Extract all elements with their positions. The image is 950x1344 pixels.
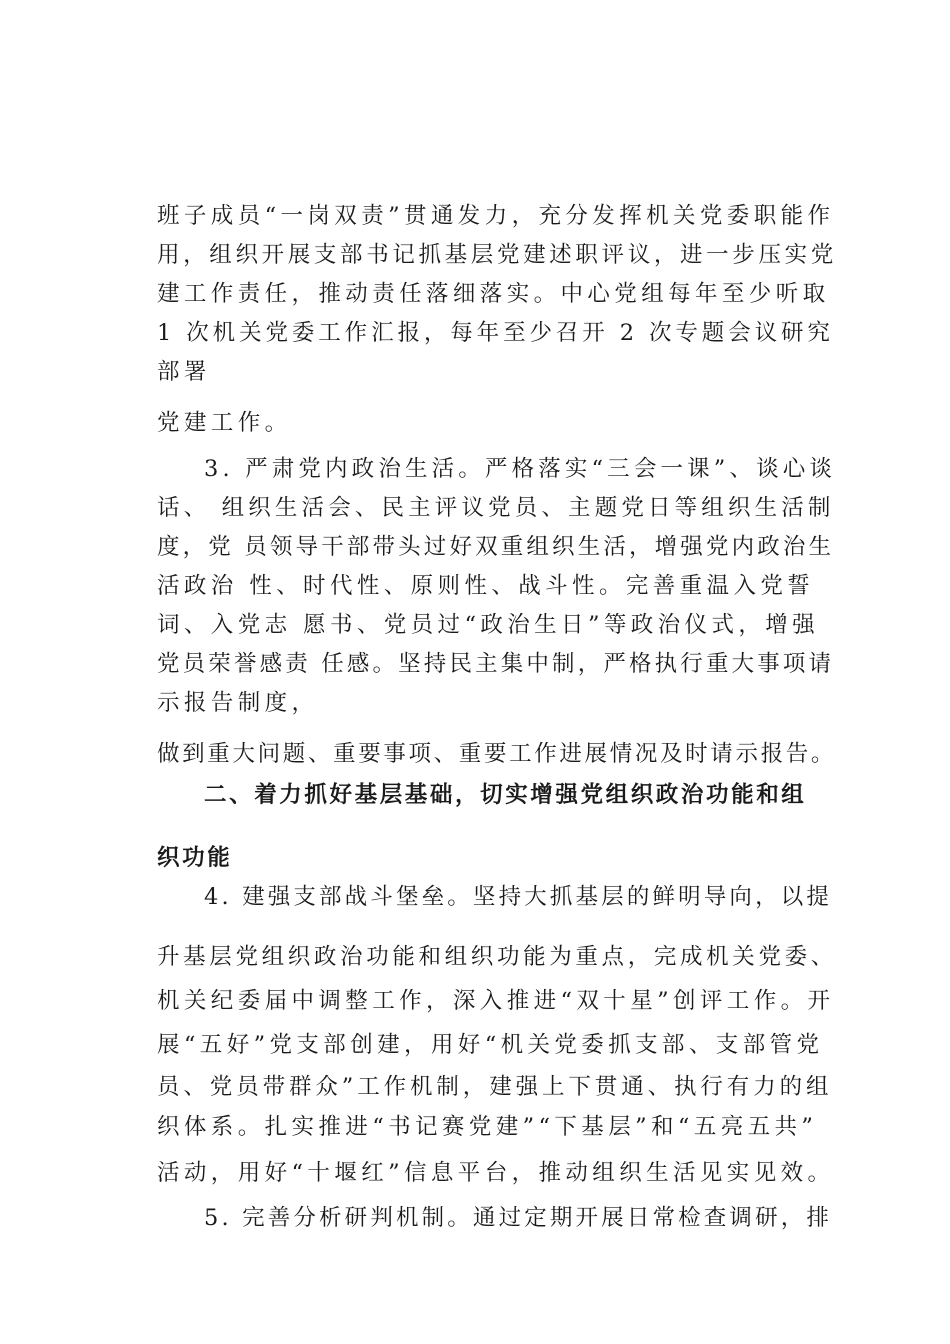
body-line: 活政治 性、时代性、原则性、战斗性。完善重温入党誓 xyxy=(157,573,815,599)
section-heading-continued: 织功能 xyxy=(157,845,233,871)
section-heading: 二、着力抓好基层基础，切实增强党组织政治功能和组 xyxy=(204,782,807,808)
body-line: 用，组织开展支部书记抓基层党建述职评议，进一步压实党 xyxy=(157,242,837,268)
body-line: 做到重大问题、重要事项、重要工作进展情况及时请示报告。 xyxy=(157,741,837,767)
body-line: 话、 组织生活会、民主评议党员、主题党日等组织生活制 xyxy=(157,495,835,521)
body-line: 升基层党组织政治功能和组织功能为重点，完成机关党委、 xyxy=(157,944,837,970)
body-line: 词、入党志 愿书、党员过“政治生日”等政治仪式，增强 xyxy=(157,612,820,638)
body-line: 部署 xyxy=(157,359,211,385)
numbered-item-5: 5. 完善分析研判机制。通过定期开展日常检查调研，排 xyxy=(204,1205,833,1231)
numbered-item-3: 3. 严肃党内政治生活。严格落实“三会一课”、谈心谈 xyxy=(204,456,837,482)
body-line: 示报告制度， xyxy=(157,690,319,716)
body-line: 1 次机关党委工作汇报，每年至少召开 2 次专题会议研究 xyxy=(157,320,834,346)
body-line: 展“五好”党支部创建，用好“机关党委抓支部、支部管党 xyxy=(157,1032,824,1058)
body-line: 班子成员“一岗双责”贯通发力，充分发挥机关党委职能作 xyxy=(157,203,835,229)
body-line: 员、党员带群众”工作机制，建强上下贯通、执行有力的组 xyxy=(157,1074,833,1100)
body-line: 活动，用好“十堰红”信息平台，推动组织生活见实见效。 xyxy=(157,1160,835,1186)
body-line: 党建工作。 xyxy=(157,410,292,436)
numbered-item-4: 4. 建强支部战斗堡垒。坚持大抓基层的鲜明导向，以提 xyxy=(204,884,833,910)
body-line: 织体系。扎实推进“书记赛党建”“下基层”和“五亮五共” xyxy=(157,1114,818,1140)
body-line: 度，党 员领导干部带头过好双重组织生活，增强党内政治生 xyxy=(157,534,835,560)
body-line: 机关纪委届中调整工作，深入推进“双十星”创评工作。开 xyxy=(157,988,835,1014)
body-line: 党员荣誉感责 任感。坚持民主集中制，严格执行重大事项请 xyxy=(157,651,835,677)
body-line: 建工作责任，推动责任落细落实。中心党组每年至少听取 xyxy=(157,281,830,307)
